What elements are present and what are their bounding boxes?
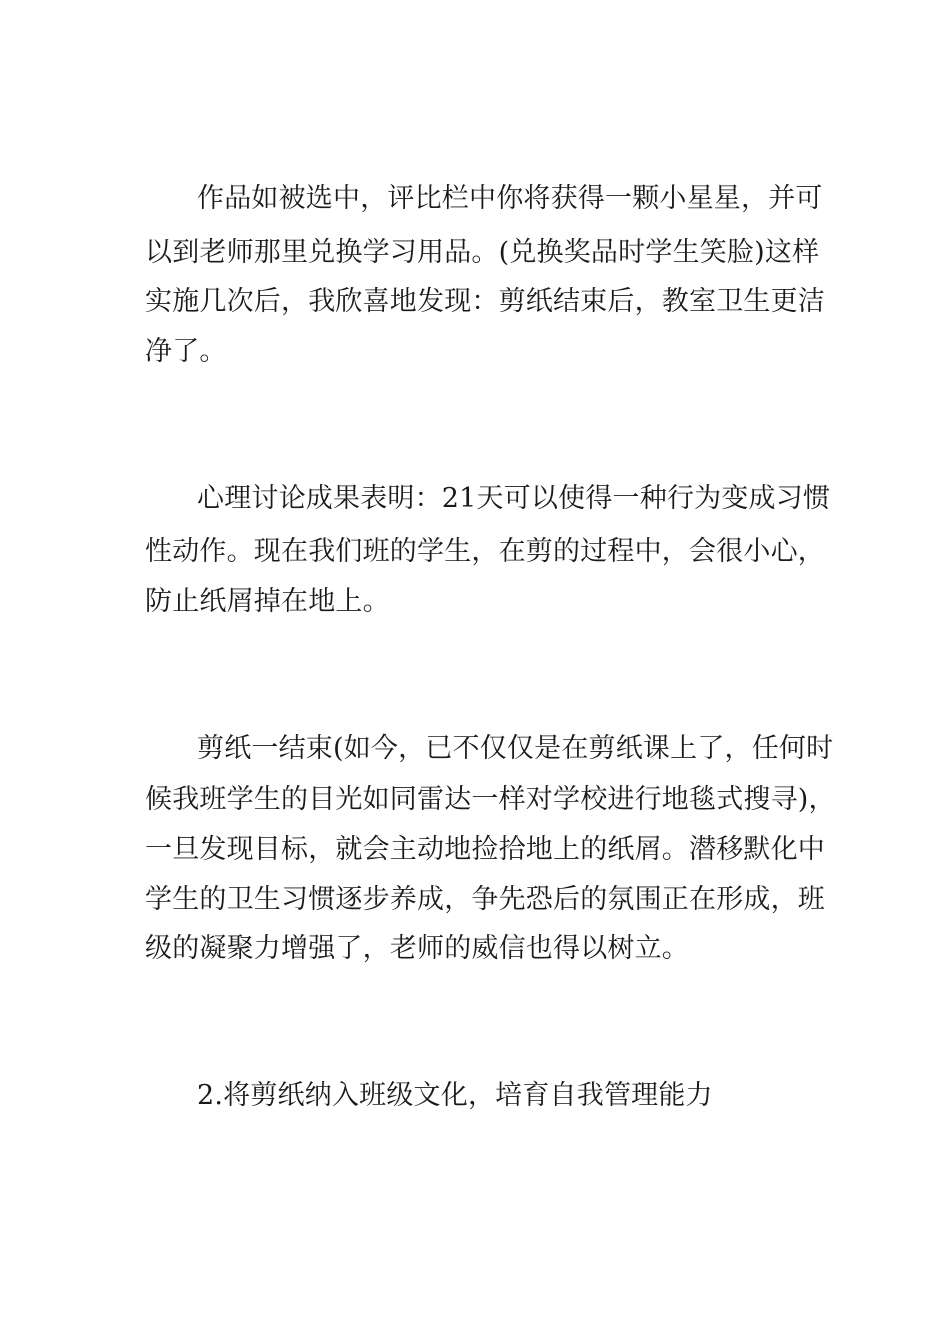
paragraph-3-line-4: 学生的卫生习惯逐步养成，争先恐后的氛围正在形成，班 <box>145 884 825 915</box>
paragraph-2-line-3: 防止纸屑掉在地上。 <box>145 586 390 617</box>
paragraph-3-line-3: 一旦发现目标，就会主动地捡拾地上的纸屑。潜移默化中 <box>145 834 825 865</box>
section-heading: 2.将剪纸纳入班级文化，培育自我管理能力 <box>197 1080 713 1111</box>
paragraph-2-line-1: 心理讨论成果表明：21天可以使得一种行为变成习惯 <box>197 483 831 514</box>
paragraph-2-line-2: 性动作。现在我们班的学生，在剪的过程中，会很小心， <box>145 536 825 567</box>
paragraph-3-line-2: 候我班学生的目光如同雷达一样对学校进行地毯式搜寻)， <box>145 784 836 815</box>
paragraph-1-line-2: 以到老师那里兑换学习用品。(兑换奖品时学生笑脸)这样 <box>145 237 820 268</box>
paragraph-3-line-1: 剪纸一结束(如今，已不仅仅是在剪纸课上了，任何时 <box>197 733 834 764</box>
paragraph-1-line-3: 实施几次后，我欣喜地发现：剪纸结束后，教室卫生更洁 <box>145 286 825 317</box>
paragraph-1-line-4: 净了。 <box>145 336 227 367</box>
paragraph-3-line-5: 级的凝聚力增强了，老师的威信也得以树立。 <box>145 933 689 964</box>
paragraph-1-line-1: 作品如被选中，评比栏中你将获得一颗小星星，并可 <box>197 183 823 214</box>
